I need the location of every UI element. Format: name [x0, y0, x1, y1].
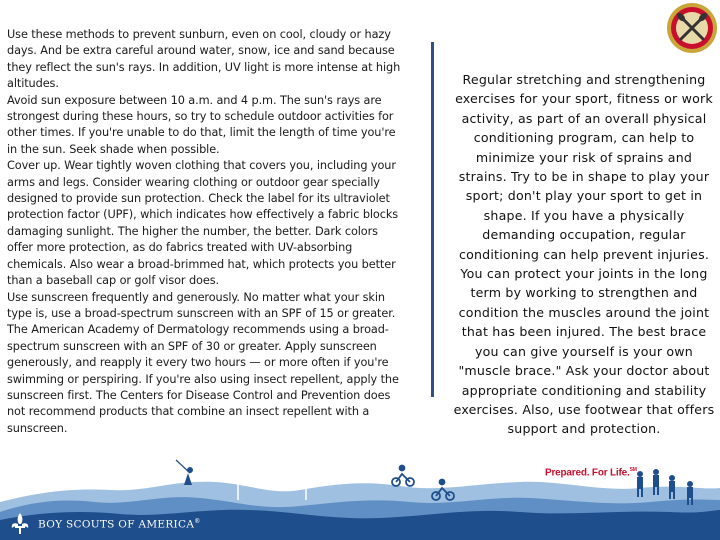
tagline-service-mark: SM — [629, 467, 637, 473]
column-divider — [431, 42, 434, 397]
org-registered-mark: ® — [194, 518, 201, 525]
tagline-text: Prepared. For Life. — [545, 467, 630, 479]
paragraph-avoid-exposure: Avoid sun exposure between 10 a.m. and 4 p.m. The sun's rays are strongest during these hours, so try to schedule outdoor activities for other times. If you're unable to do that, limit the length of time you're in the sun. Seek shade when possible. — [7, 93, 396, 156]
paragraph-sunscreen: Use sunscreen frequently and generously. No matter what your skin type is, use a broad-spectrum sunscreen with an SPF of 15 or greater. The American Academy of Dermatology recommends using a broad-spectrum sunscreen with an SPF of 30 or greater. Apply sunscreen generously, and reapply it every two hours — or more often if you're swimming or perspiring. If you're also using insect repellent, apply the sunscreen first. The Centers for Disease Control and Prevention does not recommend products that combine an insect repellent with a sunscreen. — [7, 290, 399, 435]
prepared-for-life-tagline — [545, 467, 637, 478]
climber-icon — [176, 460, 193, 485]
cyclist-icon — [392, 466, 414, 487]
org-name: BOY SCOUTS OF AMERICA — [38, 518, 195, 531]
boy-scouts-of-america-wordmark — [38, 518, 201, 531]
merit-badge-icon — [666, 2, 718, 54]
paragraph-cover-up: Cover up. Wear tightly woven clothing that covers you, including your arms and legs. Consider wearing clothing or outdoor gear specially designed to provide sun protection. Check the label for its ultraviolet protection factor (UPF), which indicates how effectively a fabric blocks damaging sunlight. The higher the number, the better. Dark colors offer more protection, as do fabrics treated with UV-absorbing chemicals. Also wear a broad-brimmed hat, which protects you better than a baseball cap or golf visor does. — [7, 159, 399, 288]
conditioning-text: Regular stretching and strengthening exercises for your sport, fitness or work activity, as part of an overall physical conditioning program, can help to minimize your risk of sprains and strains. Try to be in shape to play your sport; don't play your sport to get in shape. If you have a physically demanding occupation, regular conditioning can help prevent injuries. You can protect your joints in the long term by working to strengthen and condition the muscles around the joint that has been injured. The best brace you can give yourself is your own "muscle brace." Ask your doctor about appropriate conditioning and stability exercises. Also, use footwear that offers support and protection. — [453, 72, 715, 437]
fleur-de-lis-icon — [8, 512, 32, 536]
paragraph-intro: Use these methods to prevent sunburn, even on cool, cloudy or hazy days. And be extra careful around water, snow, ice and sand because they reflect the sun's rays. In addition, UV light is more intense at high altitudes. — [7, 28, 401, 91]
sun-safety-text — [7, 27, 405, 437]
